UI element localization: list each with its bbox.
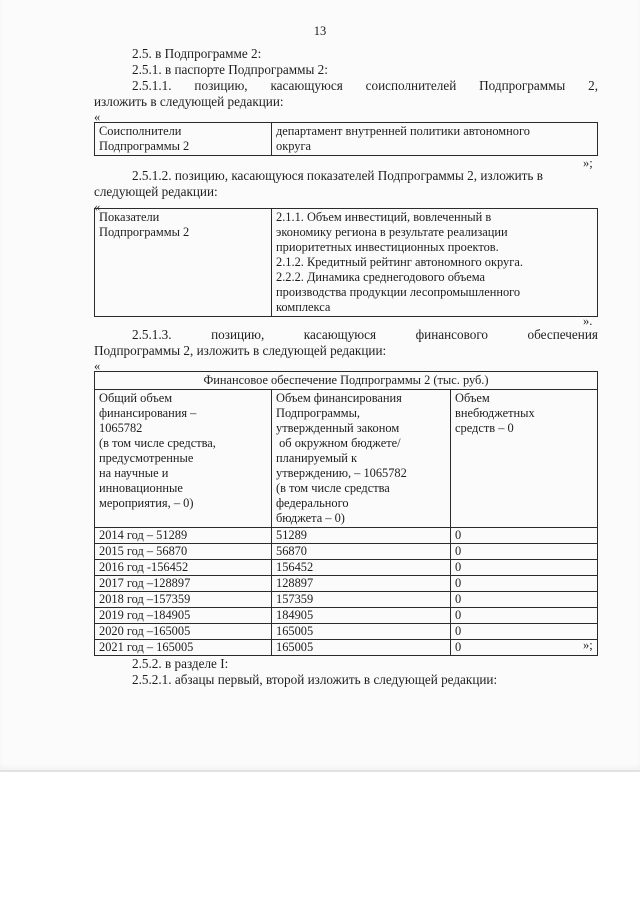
indicators-value-cell: 2.1.1. Объем инвестиций, вовлеченный в экономику региона в результате реализации приоритетных инвестиционных проектов. 2.1.2. Кредитный рейтинг автономного округа. 2.2.2. Динамика среднегодового объема производства продукции лесопромышленного комплекса — [272, 209, 598, 317]
row-extrabudget-cell: 0 — [451, 592, 598, 608]
row-year-cell: 2015 год – 56870 — [95, 544, 272, 560]
row-extrabudget-cell: 0 — [451, 624, 598, 640]
row-budget-cell: 56870 — [272, 544, 451, 560]
finance-header-total: Общий объем финансирования – 1065782 (в том числе средства, предусмотренные на научные и инновационные мероприятия, – 0) — [95, 390, 272, 528]
row-year-cell: 2021 год – 165005 — [95, 640, 272, 656]
section-heading-2-5-2: 2.5.2. в разделе I: — [132, 656, 229, 671]
table-row — [95, 544, 598, 560]
row-extrabudget-cell: 0 — [451, 576, 598, 592]
row-year-cell: 2019 год –184905 — [95, 608, 272, 624]
row-budget-cell: 165005 — [272, 640, 451, 656]
row-year-cell: 2014 год – 51289 — [95, 528, 272, 544]
row-budget-cell: 165005 — [272, 624, 451, 640]
table-row — [95, 528, 598, 544]
open-quote: « — [94, 359, 101, 373]
item-2-5-1-2-line2: следующей редакции: — [94, 184, 218, 199]
row-budget-cell: 157359 — [272, 592, 451, 608]
row-year-cell: 2020 год –165005 — [95, 624, 272, 640]
row-year-cell: 2017 год –128897 — [95, 576, 272, 592]
row-year-cell: 2018 год –157359 — [95, 592, 272, 608]
item-2-5-1-3-line1: 2.5.1.3. позицию, касающуюся финансового обеспечения — [132, 327, 598, 342]
open-quote: « — [94, 200, 101, 214]
page-number: 13 — [313, 24, 327, 38]
row-budget-cell: 184905 — [272, 608, 451, 624]
row-extrabudget-cell: 0 — [451, 544, 598, 560]
close-quote: ». — [583, 314, 593, 328]
row-budget-cell: 128897 — [272, 576, 451, 592]
item-2-5-1-3-line2: Подпрограммы 2, изложить в следующей редакции: — [94, 343, 387, 358]
section-heading-2-5: 2.5. в Подпрограмме 2: — [132, 46, 262, 61]
row-extrabudget-cell: 0 — [451, 608, 598, 624]
item-2-5-1-1-line1: 2.5.1.1. позицию, касающуюся соисполнителей Подпрограммы 2, — [132, 78, 598, 93]
item-2-5-1-1-line2: изложить в следующей редакции: — [94, 94, 284, 109]
item-2-5-1-2-line1: 2.5.1.2. позицию, касающуюся показателей Подпрограммы 2, изложить в — [132, 168, 543, 183]
indicators-table — [94, 208, 598, 317]
table-row — [95, 624, 598, 640]
table-row — [95, 608, 598, 624]
close-quote: »; — [583, 638, 593, 652]
item-2-5-2-1: 2.5.2.1. абзацы первый, второй изложить в следующей редакции: — [132, 672, 498, 687]
finance-header-budget: Объем финансирования Подпрограммы, утвержденный законом об окружном бюджете/ планируемый к утверждению, – 1065782 (в том числе средства федерального бюджета – 0) — [272, 390, 451, 528]
row-budget-cell: 156452 — [272, 560, 451, 576]
finance-table-caption: Финансовое обеспечение Подпрограммы 2 (тыс. руб.) — [95, 372, 598, 390]
row-extrabudget-cell: 0 — [451, 560, 598, 576]
row-year-cell: 2016 год -156452 — [95, 560, 272, 576]
indicators-label-cell: Показатели Подпрограммы 2 — [95, 209, 272, 317]
close-quote: »; — [583, 156, 593, 170]
coexecutors-label-cell: Соисполнители Подпрограммы 2 — [95, 123, 272, 156]
finance-header-extrabudget: Объем внебюджетных средств – 0 — [451, 390, 598, 528]
coexecutors-value-cell: департамент внутренней политики автономного округа — [272, 123, 598, 156]
table-row — [95, 592, 598, 608]
row-budget-cell: 51289 — [272, 528, 451, 544]
open-quote: « — [94, 110, 101, 124]
finance-table — [94, 371, 598, 656]
row-extrabudget-cell: 0 — [451, 528, 598, 544]
table-row — [95, 560, 598, 576]
table-row — [95, 640, 598, 656]
section-heading-2-5-1: 2.5.1. в паспорте Подпрограммы 2: — [132, 62, 328, 77]
row-extrabudget-cell: 0 — [451, 640, 598, 656]
coexecutors-table — [94, 122, 598, 156]
table-row — [95, 576, 598, 592]
